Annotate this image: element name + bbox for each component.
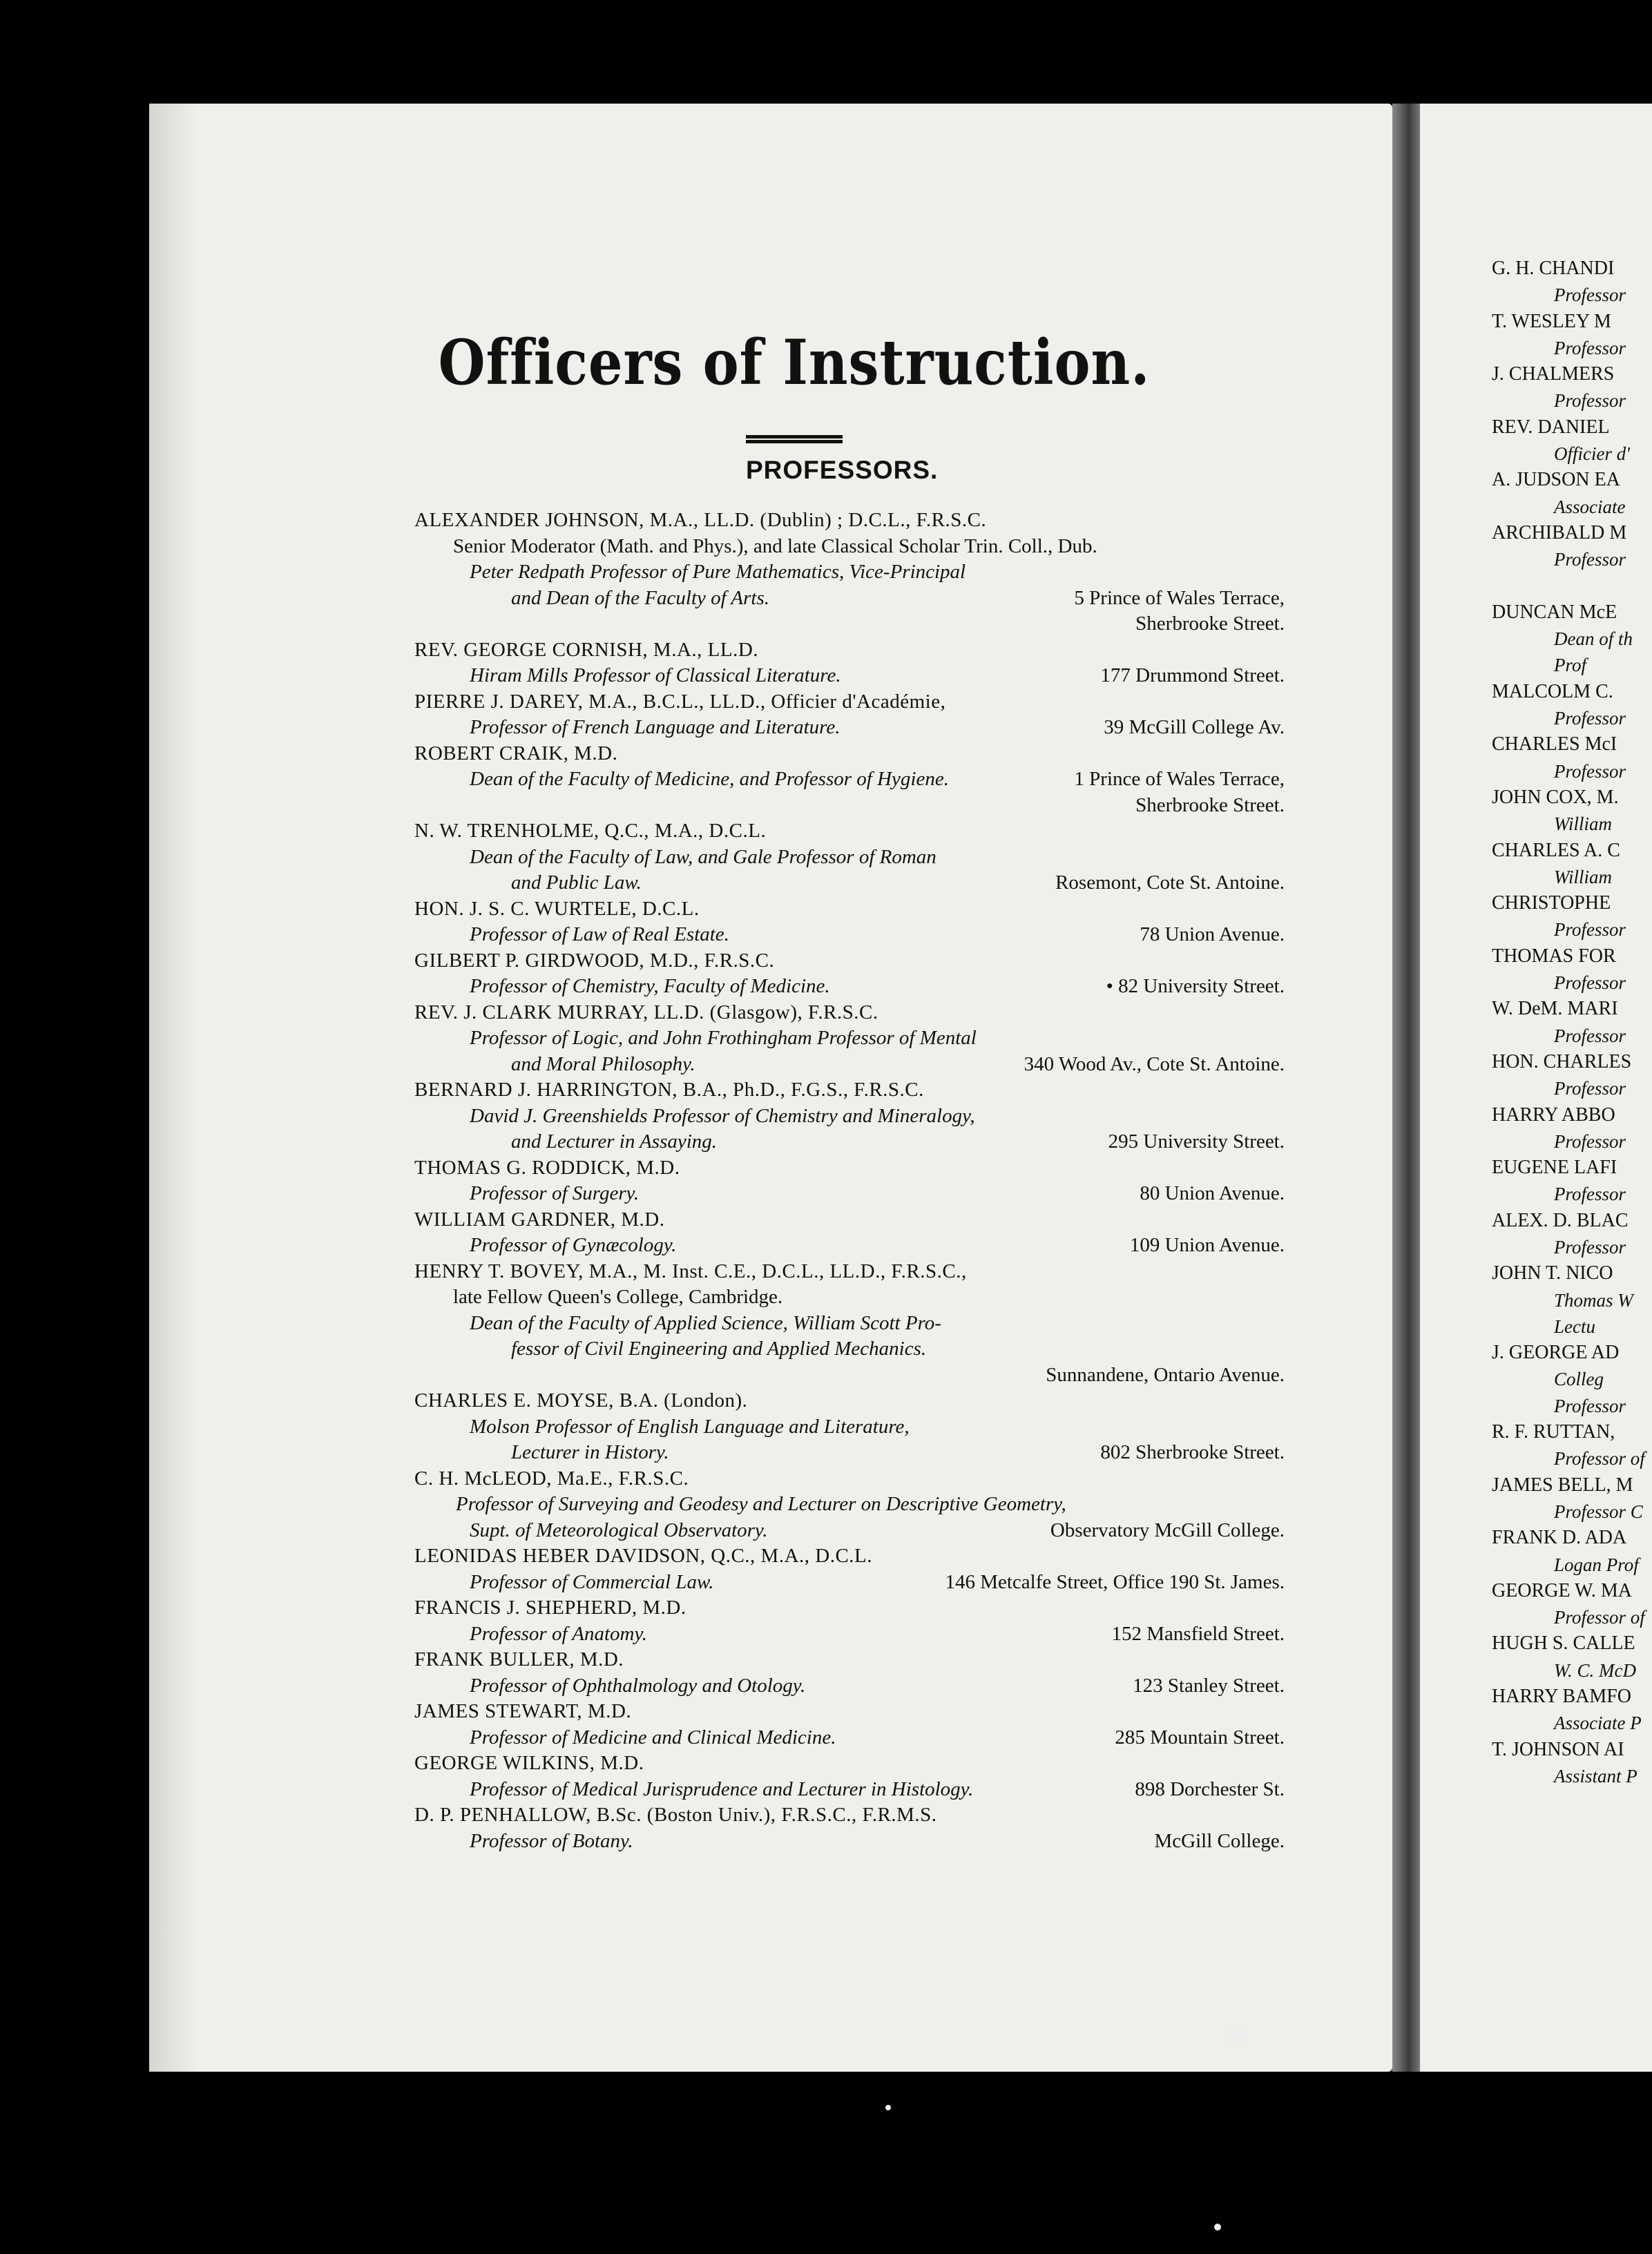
facing-title-fragment: Assistant P [1554, 1765, 1637, 1786]
facing-title-fragment: Colleg [1554, 1369, 1604, 1390]
professor-name: FRANK BULLER, M.D. [414, 1648, 624, 1670]
professor-entry [414, 1388, 1285, 1466]
book-gutter [1392, 104, 1420, 2072]
title-text: David J. Greenshields Professor of Chemistry and Mineralogy, [470, 1104, 975, 1127]
facing-title-fragment: Officier d' [1554, 443, 1631, 465]
professor-title-line [414, 1025, 1285, 1052]
professor-name: GEORGE WILKINS, M.D. [414, 1752, 644, 1774]
title-text: Professor of Law of Real Estate. [470, 923, 729, 945]
facing-name-fragment: CHARLES A. C [1492, 839, 1620, 861]
facing-title-fragment: Professor [1554, 919, 1626, 941]
title-text: Professor of Botany. [470, 1829, 633, 1852]
professor-address: Sunnandene, Ontario Avenue. [1046, 1363, 1285, 1386]
facing-name-fragment: ALEX. D. BLAC [1492, 1209, 1629, 1231]
professor-name: JAMES STEWART, M.D. [414, 1700, 632, 1722]
professor-title-line [414, 922, 1285, 948]
professor-title-line [414, 1440, 1285, 1466]
professor-name: REV. J. CLARK MURRAY, LL.D. (Glasgow), F.R.S.C. [414, 1001, 878, 1023]
facing-name-fragment: HUGH S. CALLE [1492, 1632, 1635, 1655]
facing-page-list [1492, 256, 1652, 1789]
professor-address: 898 Dorchester St. [1135, 1778, 1285, 1800]
professor-entry [414, 896, 1285, 948]
professor-address: 80 Union Avenue. [1140, 1182, 1285, 1204]
heading-rule [746, 435, 843, 443]
professor-entry [414, 1466, 1285, 1544]
facing-title-fragment: William [1554, 866, 1613, 887]
professor-address: Rosemont, Cote St. Antoine. [1055, 871, 1285, 894]
professor-address: 109 Union Avenue. [1129, 1234, 1285, 1256]
professor-address: 78 Union Avenue. [1140, 923, 1285, 945]
facing-name-fragment: CHRISTOPHE [1492, 892, 1611, 914]
professor-title-line [414, 1311, 1285, 1337]
facing-title-fragment: Professor [1554, 1130, 1626, 1152]
professor-title-line [414, 1181, 1285, 1207]
facing-name-fragment: ARCHIBALD M [1492, 521, 1627, 543]
professor-address: • 82 University Street. [1106, 975, 1285, 997]
facing-title-fragment: Professor of [1554, 1607, 1645, 1628]
facing-title-fragment: Professor [1554, 1184, 1626, 1205]
facing-name-fragment: R. F. RUTTAN, [1492, 1421, 1615, 1443]
facing-title-fragment: Professor [1554, 549, 1626, 570]
professor-title-line [414, 1518, 1285, 1544]
professor-name: REV. GEORGE CORNISH, M.A., LL.D. [414, 638, 759, 661]
professor-address: 146 Metcalfe Street, Office 190 St. James. [945, 1570, 1285, 1593]
facing-name-fragment: HON. CHARLES [1492, 1050, 1632, 1072]
professor-title-line [414, 845, 1285, 871]
facing-name-fragment [1492, 573, 1652, 599]
professor-name: D. P. PENHALLOW, B.Sc. (Boston Univ.), F.R.S.C., F.R.M.S. [414, 1804, 937, 1826]
title-text: and Public Law. [511, 871, 642, 894]
facing-title-fragment: Dean of th [1554, 628, 1633, 650]
facing-title-fragment: Professor [1554, 1025, 1626, 1046]
title-text: and Lecturer in Assaying. [511, 1130, 718, 1153]
professor-title-line [414, 559, 1285, 586]
professor-title-line [414, 1725, 1285, 1751]
facing-title-fragment: Professor of [1554, 1448, 1645, 1470]
professor-name: C. H. McLEOD, Ma.E., F.R.S.C. [414, 1467, 689, 1490]
professor-list [414, 508, 1285, 1854]
professor-address: McGill College. [1154, 1829, 1285, 1852]
professor-entry [414, 1699, 1285, 1751]
facing-name-fragment: A. JUDSON EA [1492, 469, 1620, 491]
facing-name-fragment: HARRY BAMFO [1492, 1686, 1632, 1708]
facing-name-fragment: W. DeM. MARI [1492, 998, 1618, 1020]
facing-title-fragment: W. C. McD [1554, 1659, 1636, 1681]
facing-title-fragment: Professor [1554, 760, 1626, 782]
professor-address: 285 Mountain Street. [1115, 1726, 1285, 1749]
facing-name-fragment: J. GEORGE AD [1492, 1342, 1620, 1364]
professor-name: WILLIAM GARDNER, M.D. [414, 1208, 665, 1231]
professor-entry [414, 1259, 1285, 1389]
professor-entry [414, 1077, 1285, 1155]
facing-name-fragment: MALCOLM C. [1492, 680, 1613, 702]
title-text: fessor of Civil Engineering and Applied Mechanics. [511, 1338, 927, 1360]
scan-speck [885, 2105, 891, 2110]
title-text: and Moral Philosophy. [511, 1052, 695, 1075]
facing-title-fragment: Lectu [1554, 1316, 1595, 1337]
facing-name-fragment: GEORGE W. MA [1492, 1579, 1633, 1601]
professor-address: 1 Prince of Wales Terrace, [1074, 768, 1285, 790]
title-text: Professor of Gynæcology. [470, 1234, 677, 1256]
facing-name-fragment: REV. DANIEL [1492, 416, 1610, 438]
professor-entry [414, 741, 1285, 819]
professor-name: CHARLES E. MOYSE, B.A. (London). [414, 1389, 748, 1412]
professor-title-line [414, 1414, 1285, 1441]
facing-title-fragment: Logan Prof [1554, 1554, 1639, 1575]
professor-entry [414, 1802, 1285, 1854]
professor-address: 340 Wood Av., Cote St. Antoine. [1024, 1052, 1285, 1075]
title-text: Professor of French Language and Literature. [470, 716, 841, 738]
title-text: Molson Professor of English Language and Literature, [470, 1415, 910, 1438]
title-text: Professor of Medical Jurisprudence and Lecturer in Histology. [470, 1778, 974, 1800]
title-text: Lecturer in History. [511, 1441, 669, 1463]
professor-entry [414, 1647, 1285, 1699]
scan-speck [1227, 2027, 1243, 2045]
page-heading: Officers of Instruction. [438, 327, 1151, 399]
professor-address: 152 Mansfield Street. [1111, 1622, 1285, 1645]
facing-name-fragment: G. H. CHANDI [1492, 258, 1615, 279]
professor-entry [414, 637, 1285, 689]
title-text: Senior Moderator (Math. and Phys.), and late Classical Scholar Trin. Coll., Dub. [453, 534, 1097, 557]
professor-title-line [414, 1284, 1285, 1311]
title-text: Professor of Anatomy. [470, 1622, 647, 1645]
professor-address: 39 McGill College Av. [1104, 716, 1285, 738]
facing-title-fragment: Professor [1554, 972, 1626, 994]
title-text: Peter Redpath Professor of Pure Mathematics, Vice-Principal [470, 561, 966, 583]
facing-title-fragment: Prof [1554, 655, 1586, 676]
professor-title-line [414, 534, 1285, 560]
title-text: late Fellow Queen's College, Cambridge. [453, 1286, 783, 1308]
professor-entry [414, 1595, 1285, 1647]
facing-name-fragment: JOHN T. NICO [1492, 1262, 1613, 1284]
professor-name: THOMAS G. RODDICK, M.D. [414, 1156, 680, 1179]
professor-title-line [414, 663, 1285, 689]
professor-title-line [414, 1777, 1285, 1803]
facing-name-fragment: JAMES BELL, M [1492, 1474, 1633, 1496]
title-text: Professor of Surgery. [470, 1182, 640, 1204]
title-text: Dean of the Faculty of Applied Science, William Scott Pro- [470, 1311, 941, 1334]
facing-name-fragment: T. JOHNSON AI [1492, 1738, 1624, 1760]
scan-speck [1214, 2224, 1221, 2231]
title-text: Professor of Chemistry, Faculty of Medicine. [470, 975, 830, 997]
title-text: Professor of Logic, and John Frothingham Professor of Mental [470, 1027, 977, 1049]
professor-title-line [414, 715, 1285, 741]
professor-title-line [414, 870, 1285, 896]
professor-name: BERNARD J. HARRINGTON, B.A., Ph.D., F.G.S., F.R.S.C. [414, 1079, 924, 1101]
professor-title-line [414, 1052, 1285, 1078]
professor-title-line [414, 1673, 1285, 1699]
professor-title-line [414, 1621, 1285, 1648]
professor-entry [414, 508, 1285, 637]
professor-title-line [414, 586, 1285, 612]
facing-title-fragment: Thomas W [1554, 1289, 1633, 1311]
facing-title-fragment: Associate [1554, 496, 1626, 517]
professor-name: ALEXANDER JOHNSON, M.A., LL.D. (Dublin) ; D.C.L., F.R.S.C. [414, 509, 987, 531]
professor-address: 802 Sherbrooke Street. [1100, 1441, 1285, 1463]
professor-title-line [414, 1362, 1285, 1389]
facing-title-fragment: Professor [1554, 1236, 1626, 1258]
professor-title-line [414, 611, 1285, 637]
professor-title-line [414, 767, 1285, 793]
professor-title-line [414, 1129, 1285, 1155]
professor-name: HENRY T. BOVEY, M.A., M. Inst. C.E., D.C.L., LL.D., F.R.S.C., [414, 1260, 967, 1282]
title-text: Dean of the Faculty of Medicine, and Professor of Hygiene. [470, 768, 949, 790]
professor-entry [414, 1000, 1285, 1078]
professor-name: HON. J. S. C. WURTELE, D.C.L. [414, 897, 700, 920]
facing-name-fragment: THOMAS FOR [1492, 945, 1616, 967]
facing-title-fragment: Professor [1554, 337, 1626, 358]
facing-title-fragment: William [1554, 813, 1613, 835]
facing-title-fragment: Professor [1554, 1395, 1626, 1416]
professor-entry [414, 1155, 1285, 1207]
professor-entry [414, 818, 1285, 896]
title-text: Dean of the Faculty of Law, and Gale Professor of Roman [470, 845, 937, 868]
professor-address: 295 University Street. [1108, 1130, 1285, 1153]
professor-address: 123 Stanley Street. [1133, 1674, 1285, 1697]
professor-title-line [414, 1104, 1285, 1130]
page-edge-shadow [149, 104, 198, 2072]
facing-name-fragment: CHARLES McI [1492, 733, 1617, 755]
facing-name-fragment: EUGENE LAFI [1492, 1157, 1617, 1179]
facing-name-fragment: J. CHALMERS [1492, 363, 1615, 385]
facing-name-fragment: JOHN COX, M. [1492, 786, 1619, 808]
professor-title-line [414, 1233, 1285, 1259]
professor-title-line [414, 1492, 1285, 1518]
professor-name: LEONIDAS HEBER DAVIDSON, Q.C., M.A., D.C.L. [414, 1545, 873, 1567]
professor-name: GILBERT P. GIRDWOOD, M.D., F.R.S.C. [414, 949, 775, 972]
facing-name-fragment: T. WESLEY M [1492, 310, 1611, 332]
facing-name-fragment: FRANK D. ADA [1492, 1527, 1627, 1549]
professor-address: Observatory McGill College. [1050, 1519, 1285, 1541]
facing-name-fragment: DUNCAN McE [1492, 601, 1617, 623]
title-text: Professor of Commercial Law. [470, 1570, 714, 1593]
title-text: Professor of Ophthalmology and Otology. [470, 1674, 806, 1697]
professor-entry [414, 689, 1285, 741]
professor-entry [414, 1751, 1285, 1802]
professor-name: N. W. TRENHOLME, Q.C., M.A., D.C.L. [414, 820, 767, 842]
facing-title-fragment: Associate P [1554, 1713, 1642, 1734]
facing-title-fragment: Professor C [1554, 1501, 1643, 1522]
professor-address: 177 Drummond Street. [1100, 664, 1285, 686]
professor-name: FRANCIS J. SHEPHERD, M.D. [414, 1597, 686, 1619]
professor-title-line [414, 974, 1285, 1000]
facing-title-fragment: Professor [1554, 285, 1626, 306]
title-text: Professor of Surveying and Geodesy and Lecturer on Descriptive Geometry, [456, 1493, 1066, 1515]
professor-entry [414, 1207, 1285, 1259]
facing-name-fragment: HARRY ABBO [1492, 1104, 1615, 1126]
title-text: Supt. of Meteorological Observatory. [470, 1519, 768, 1541]
title-text: Hiram Mills Professor of Classical Literature. [470, 664, 841, 686]
professor-title-line [414, 793, 1285, 819]
professor-title-line [414, 1829, 1285, 1855]
title-text: Professor of Medicine and Clinical Medicine. [470, 1726, 836, 1749]
professor-entry [414, 948, 1285, 1000]
professor-name: PIERRE J. DAREY, M.A., B.C.L., LL.D., Officier d'Académie, [414, 690, 946, 713]
professor-address: Sherbrooke Street. [1135, 613, 1285, 635]
professor-address: 5 Prince of Wales Terrace, [1074, 586, 1285, 609]
section-subheading: PROFESSORS. [746, 456, 939, 484]
professor-title-line [414, 1336, 1285, 1362]
professor-entry [414, 1543, 1285, 1595]
facing-title-fragment: Professor [1554, 1078, 1626, 1099]
professor-title-line [414, 1570, 1285, 1596]
title-text: and Dean of the Faculty of Arts. [511, 586, 769, 609]
professor-name: ROBERT CRAIK, M.D. [414, 742, 618, 764]
facing-title-fragment: Professor [1554, 390, 1626, 412]
professor-address: Sherbrooke Street. [1135, 793, 1285, 816]
facing-title-fragment: Professor [1554, 708, 1626, 729]
